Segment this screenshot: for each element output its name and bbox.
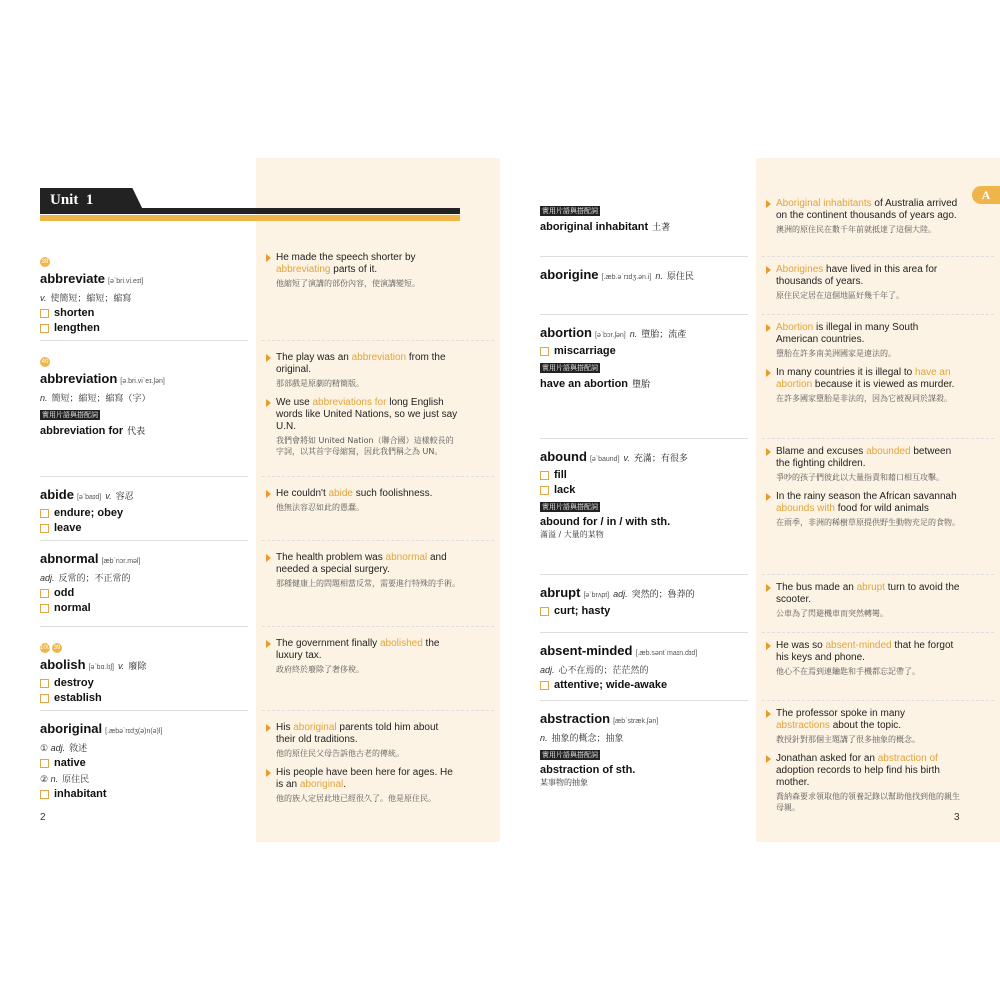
entry (40, 720, 250, 800)
collocation-tag: 實用片語與搭配詞 (542, 208, 598, 215)
example-translation: 那部戲是原劇的精簡版。 (276, 379, 364, 388)
bullet-box-icon (40, 509, 49, 518)
entry-divider (40, 710, 248, 711)
antonym (40, 692, 250, 704)
part-of-speech: adj. (540, 665, 555, 675)
bullet-box-icon (40, 679, 49, 688)
badge-dot: 40 (41, 359, 49, 365)
part-of-speech: n. (540, 733, 548, 743)
synonym-text: inhabitant (54, 788, 107, 800)
pronunciation: [æb`nɔr.məl] (101, 558, 141, 565)
collocation (40, 424, 250, 437)
triangle-bullet-icon (266, 724, 271, 732)
entry-badge (40, 643, 62, 653)
page-number-right: 3 (954, 812, 960, 823)
highlighted-term: abounded (866, 446, 911, 457)
headword: abrupt (540, 585, 581, 600)
synonym (540, 605, 750, 617)
collocation-text: abstraction of sth. (540, 764, 636, 776)
bullet-box-icon (540, 607, 549, 616)
headword: abnormal (40, 551, 99, 566)
example-translation: 原住民定居在這個地區好幾千年了。 (776, 291, 904, 300)
unit-header (40, 188, 460, 224)
unit-header-accent-line (40, 215, 460, 221)
meaning: 廢除 (128, 662, 147, 672)
pronunciation: [ə`bɔr.ʃən] (595, 332, 626, 339)
antonym (40, 522, 250, 534)
triangle-bullet-icon (266, 640, 271, 648)
sense-number: ② (40, 774, 51, 784)
highlighted-term: abstraction of (877, 753, 938, 764)
bullet-box-icon (40, 759, 49, 768)
triangle-bullet-icon (266, 254, 271, 262)
synonym-text: shorten (54, 307, 95, 319)
example-divider (762, 574, 994, 575)
antonym (540, 484, 750, 496)
part-of-speech: adj. (40, 573, 55, 583)
highlighted-term: aboriginal (299, 779, 344, 790)
example-english: The health problem was abnormal and needed a special surgery. (276, 552, 447, 575)
headword-line (540, 266, 750, 284)
triangle-bullet-icon (766, 324, 771, 332)
synonym (540, 345, 750, 357)
synonym-text: fill (554, 469, 567, 481)
bullet-box-icon (40, 309, 49, 318)
entry-divider (540, 314, 748, 315)
meaning: 突然的；魯莽的 (631, 590, 695, 600)
entry-divider (40, 626, 248, 627)
entry (40, 486, 250, 534)
pronunciation: [ə`baɪd] (76, 494, 102, 501)
example-sentence (776, 582, 960, 619)
synonym (40, 788, 250, 800)
example-sentence (276, 552, 460, 589)
synonym (40, 757, 250, 769)
collocation (540, 220, 750, 233)
example-sentence (776, 264, 960, 301)
entry-divider (540, 574, 748, 575)
collocation-tag: 實用片語與搭配詞 (542, 365, 598, 372)
example-sentence (276, 722, 460, 759)
example-english: The bus made an abrupt turn to avoid the scooter. (776, 582, 960, 605)
collocation (540, 377, 750, 390)
synonym (540, 469, 750, 481)
headword: absent-minded (540, 643, 633, 658)
pronunciation: [ə.bri.vi`eɪ.ʃən] (120, 378, 165, 385)
entry (40, 350, 250, 437)
entry (540, 710, 750, 788)
highlighted-term: abolished (379, 638, 423, 649)
entry (40, 250, 250, 334)
triangle-bullet-icon (766, 710, 771, 718)
example-translation: 他的原住民父母告訴他古老的傳統。 (276, 749, 404, 758)
example-sentence (276, 352, 460, 389)
headword-line (540, 642, 750, 660)
example-english: His aboriginal parents told him about their old traditions. (276, 722, 439, 745)
bullet-box-icon (40, 694, 49, 703)
entry-badge (40, 357, 50, 367)
example-divider (262, 540, 494, 541)
synonym-text: endure; obey (54, 507, 124, 519)
example-divider (262, 626, 494, 627)
headword: abolish (40, 657, 86, 672)
highlighted-term: abide (328, 488, 353, 499)
bullet-box-icon (540, 486, 549, 495)
meaning: 使簡短；縮短；縮寫 (50, 294, 132, 304)
entry-divider (540, 256, 748, 257)
highlighted-term: have an abortion (776, 367, 951, 390)
part-of-speech: adj. (613, 589, 628, 599)
example-divider (262, 476, 494, 477)
pronunciation: [ə`bɑ.lɪʃ] (88, 664, 114, 671)
headword: abstraction (540, 711, 611, 726)
part-of-speech: v. (40, 293, 47, 303)
example-sentence (776, 640, 960, 677)
bullet-box-icon (40, 589, 49, 598)
triangle-bullet-icon (766, 266, 771, 274)
headword: aboriginal (40, 721, 103, 736)
right-page (500, 158, 1000, 842)
headword: abbreviate (40, 271, 106, 286)
meaning: 簡短；縮短；縮寫（字） (51, 394, 151, 404)
meaning: 心不在焉的；茫茫然的 (558, 666, 649, 676)
pronunciation: [.æb.sənt`maɪn.dɪd] (635, 650, 698, 657)
entry (540, 324, 750, 390)
meaning: 敘述 (69, 744, 88, 754)
synonym (540, 679, 750, 691)
pronunciation: [ə`baund] (589, 456, 620, 463)
entry-divider (40, 340, 248, 341)
triangle-bullet-icon (766, 755, 771, 763)
example-divider (762, 438, 994, 439)
pronunciation: [ə`brʌpt] (583, 592, 610, 599)
triangle-bullet-icon (266, 490, 271, 498)
synonym-text: odd (54, 587, 75, 599)
collocation-meaning: 土著 (652, 223, 671, 233)
highlighted-term: aboriginal (293, 722, 337, 733)
pronunciation: [ə`bri.vi.eɪt] (108, 278, 144, 285)
badge-dot: 39 (41, 259, 49, 265)
collocation-meaning: 代表 (127, 427, 146, 437)
synonym-text: leave (54, 522, 82, 534)
example-english: Jonathan asked for an abstraction of adoption records to help find his birth mother. (776, 753, 940, 788)
headword-line (40, 486, 250, 504)
headword-line (540, 448, 750, 466)
example-english: Aborigines have lived in this area for thousands of years. (776, 264, 938, 287)
example-sentence (776, 322, 960, 359)
collocation-meaning: 滿溢 / 大量的某物 (540, 530, 604, 539)
triangle-bullet-icon (266, 354, 271, 362)
sense-number: ① (40, 743, 51, 753)
example-english: The play was an abbreviation from the original. (276, 352, 446, 375)
headword-line (40, 550, 250, 568)
collocation-tag: 實用片語與搭配詞 (542, 504, 598, 511)
bullet-box-icon (40, 790, 49, 799)
example-english: In the rainy season the African savannah abounds with food for wild animals (776, 491, 957, 514)
entry (540, 584, 750, 617)
synonym-text: lengthen (54, 322, 100, 334)
highlighted-term: absent-minded (825, 640, 892, 651)
highlighted-term: abounds with (776, 503, 835, 514)
triangle-bullet-icon (766, 493, 771, 501)
collocation-tag: 實用片語與搭配詞 (42, 412, 98, 419)
example-translation: 教授針對那個主題講了很多抽象的概念。 (776, 735, 920, 744)
example-translation: 爭吵的孩子們彼此以大量指責和藉口相互攻擊。 (776, 473, 944, 482)
highlighted-term: abbreviation (351, 352, 407, 363)
meaning: 反常的；不正常的 (58, 574, 131, 584)
part-of-speech: n. (629, 329, 638, 339)
example-english: Aboriginal inhabitants of Australia arrived on the continent thousands of years ago. (776, 198, 958, 221)
example-translation: 政府終於廢除了奢侈稅。 (276, 665, 364, 674)
collocation-text: have an abortion (540, 378, 629, 390)
highlighted-term: abstractions (776, 720, 830, 731)
headword-line (540, 584, 750, 602)
collocation-text: abound for / in / with sth. (540, 516, 671, 528)
sense (40, 291, 250, 304)
sense (40, 571, 250, 584)
meaning: 原住民 (666, 272, 694, 282)
example-sentence (276, 488, 460, 513)
example-sentence (276, 767, 460, 804)
antonym (40, 322, 250, 334)
meaning: 容忍 (115, 492, 134, 502)
part-of-speech: n. (50, 774, 59, 784)
example-sentence (276, 397, 460, 457)
example-sentence (776, 198, 960, 235)
triangle-bullet-icon (766, 584, 771, 592)
example-sentence (276, 638, 460, 675)
entry-badge (40, 257, 50, 267)
example-divider (262, 340, 494, 341)
triangle-bullet-icon (266, 769, 271, 777)
bullet-box-icon (540, 681, 549, 690)
synonym-text: normal (54, 602, 91, 614)
entry-divider (540, 632, 748, 633)
unit-title (50, 192, 93, 209)
entry (540, 642, 750, 691)
bullet-box-icon (40, 604, 49, 613)
headword-line (40, 656, 250, 674)
entry-divider (540, 700, 748, 701)
letter-tab[interactable]: A (972, 186, 1000, 204)
triangle-bullet-icon (766, 448, 771, 456)
example-translation: 他無法容忍如此的愚蠢。 (276, 503, 364, 512)
example-sentence (276, 252, 460, 289)
headword: abide (40, 487, 74, 502)
part-of-speech: v. (117, 661, 125, 671)
pronunciation: [.æbə`rɪdʒ(ə)n(ə)l] (105, 728, 163, 735)
collocation-text: abbreviation for (40, 425, 124, 437)
collocation-tag: 實用片語與搭配詞 (542, 752, 598, 759)
part-of-speech: v. (105, 491, 112, 501)
triangle-bullet-icon (766, 369, 771, 377)
entry (540, 200, 750, 233)
example-divider (762, 700, 994, 701)
sense (540, 731, 750, 744)
example-translation: 他心不在焉到連鑰匙和手機都忘記帶了。 (776, 667, 920, 676)
left-page (0, 158, 500, 842)
synonym (40, 307, 250, 319)
unit-number: 1 (85, 192, 94, 208)
entry-divider (540, 438, 748, 439)
badge-dot: 39 (53, 645, 61, 651)
example-english: The government finally abolished the luxury tax. (276, 638, 440, 661)
example-sentence (776, 708, 960, 745)
example-translation: 墮胎在許多南美洲國家是違法的。 (776, 349, 896, 358)
bullet-box-icon (40, 324, 49, 333)
example-sentence (776, 446, 960, 483)
synonym-text: miscarriage (554, 345, 616, 357)
part-of-speech: adj. (50, 743, 66, 753)
bullet-box-icon (40, 524, 49, 533)
triangle-bullet-icon (766, 200, 771, 208)
meaning: 抽象的概念；抽象 (551, 734, 624, 744)
entry (540, 448, 750, 540)
entry (40, 636, 250, 704)
antonym (40, 602, 250, 614)
example-english: His people have been here for ages. He is an aboriginal. (276, 767, 453, 790)
example-english: He couldn't abide such foolishness. (276, 488, 433, 499)
example-sentence (776, 367, 960, 404)
headword-line (40, 720, 250, 738)
example-english: Abortion is illegal in many South American countries. (776, 322, 919, 345)
triangle-bullet-icon (266, 399, 271, 407)
headword: abortion (540, 325, 592, 340)
highlighted-term: abrupt (856, 582, 885, 593)
example-translation: 他的族人定居此地已經很久了。他是原住民。 (276, 794, 436, 803)
example-english: We use abbreviations for long English words like United Nations, so we just say U.N. (276, 397, 458, 432)
meaning: 原住民 (62, 775, 90, 785)
entry-divider (40, 476, 248, 477)
triangle-bullet-icon (766, 642, 771, 650)
part-of-speech: n. (655, 271, 663, 281)
collocation (540, 516, 750, 528)
headword: abound (540, 449, 587, 464)
page-number-left: 2 (40, 812, 46, 823)
unit-label: Unit (50, 192, 79, 208)
collocation-text: aboriginal inhabitant (540, 221, 649, 233)
sense (40, 391, 250, 404)
unit-header-underbar (40, 208, 460, 214)
example-translation: 在許多國家墮胎是非法的，因為它被視同於謀殺。 (776, 394, 952, 403)
highlighted-term: abnormal (385, 552, 428, 563)
synonym (40, 507, 250, 519)
entry (40, 550, 250, 614)
example-translation: 他縮短了演講的部份內容，使演講變短。 (276, 279, 420, 288)
headword: abbreviation (40, 371, 118, 386)
pronunciation: [.æb.ə`rɪdʒ.ən.i] (601, 274, 652, 281)
synonym-text: establish (54, 692, 102, 704)
meaning: 充滿；有很多 (633, 454, 688, 464)
synonym-text: curt; hasty (554, 605, 611, 617)
example-english: Blame and excuses abounded between the fighting children. (776, 446, 952, 469)
collocation (540, 764, 750, 776)
example-sentence (776, 491, 960, 528)
synonym-text: native (54, 757, 86, 769)
bullet-box-icon (540, 347, 549, 356)
highlighted-term: Aboriginal inhabitants (776, 198, 872, 209)
example-divider (762, 256, 994, 257)
headword-line (40, 270, 250, 288)
example-english: The professor spoke in many abstractions about the topic. (776, 708, 905, 731)
pronunciation: [æb`stræk.ʃən] (613, 718, 659, 725)
example-divider (762, 632, 994, 633)
entry (540, 266, 750, 284)
example-translation: 那種健康上的問題相當反常，需要進行特殊的手術。 (276, 579, 460, 588)
example-translation: 公車為了閃避機車而突然轉彎。 (776, 609, 888, 618)
triangle-bullet-icon (266, 554, 271, 562)
example-english: In many countries it is illegal to have an abortion because it is viewed as murder. (776, 367, 955, 390)
example-english: He was so absent-minded that he forgot his keys and phone. (776, 640, 954, 663)
highlighted-term: Abortion (776, 322, 814, 333)
highlighted-term: Aborigines (776, 264, 824, 275)
example-divider (262, 710, 494, 711)
part-of-speech: n. (40, 393, 48, 403)
badge-dot: 100 (40, 645, 51, 651)
meaning: 墮胎；流產 (641, 330, 687, 340)
headword: aborigine (540, 267, 599, 282)
synonym (40, 587, 250, 599)
part-of-speech: v. (623, 453, 630, 463)
entry-divider (40, 540, 248, 541)
headword-line (40, 370, 250, 388)
highlighted-term: abbreviations for (312, 397, 387, 408)
example-english: He made the speech shorter by abbreviating parts of it. (276, 252, 416, 275)
collocation-meaning: 某事物的抽象 (540, 778, 588, 787)
headword-line (540, 324, 750, 342)
example-translation: 澳洲的原住民在數千年前就抵達了這個大陸。 (776, 225, 936, 234)
synonym (40, 677, 250, 689)
sense (40, 741, 250, 754)
synonym-text: destroy (54, 677, 94, 689)
highlighted-term: abbreviating (276, 264, 331, 275)
sense (540, 663, 750, 676)
example-translation: 我們會將如 United Nation（聯合國）這樣較長的字詞，以其首字母縮寫，因此我們稱之為 UN。 (276, 436, 454, 456)
synonym-text: lack (554, 484, 576, 496)
bullet-box-icon (540, 471, 549, 480)
example-divider (762, 314, 994, 315)
example-translation: 在雨季，非洲的稀樹草原提供野生動物充足的食物。 (776, 518, 960, 527)
collocation-meaning: 墮胎 (632, 380, 651, 390)
synonym-text: attentive; wide-awake (554, 679, 668, 691)
headword-line (540, 710, 750, 728)
sense (40, 772, 250, 785)
example-sentence (776, 753, 960, 813)
example-translation: 喬納森要求領取他的領養記錄以幫助他找到他的親生母親。 (776, 792, 960, 812)
